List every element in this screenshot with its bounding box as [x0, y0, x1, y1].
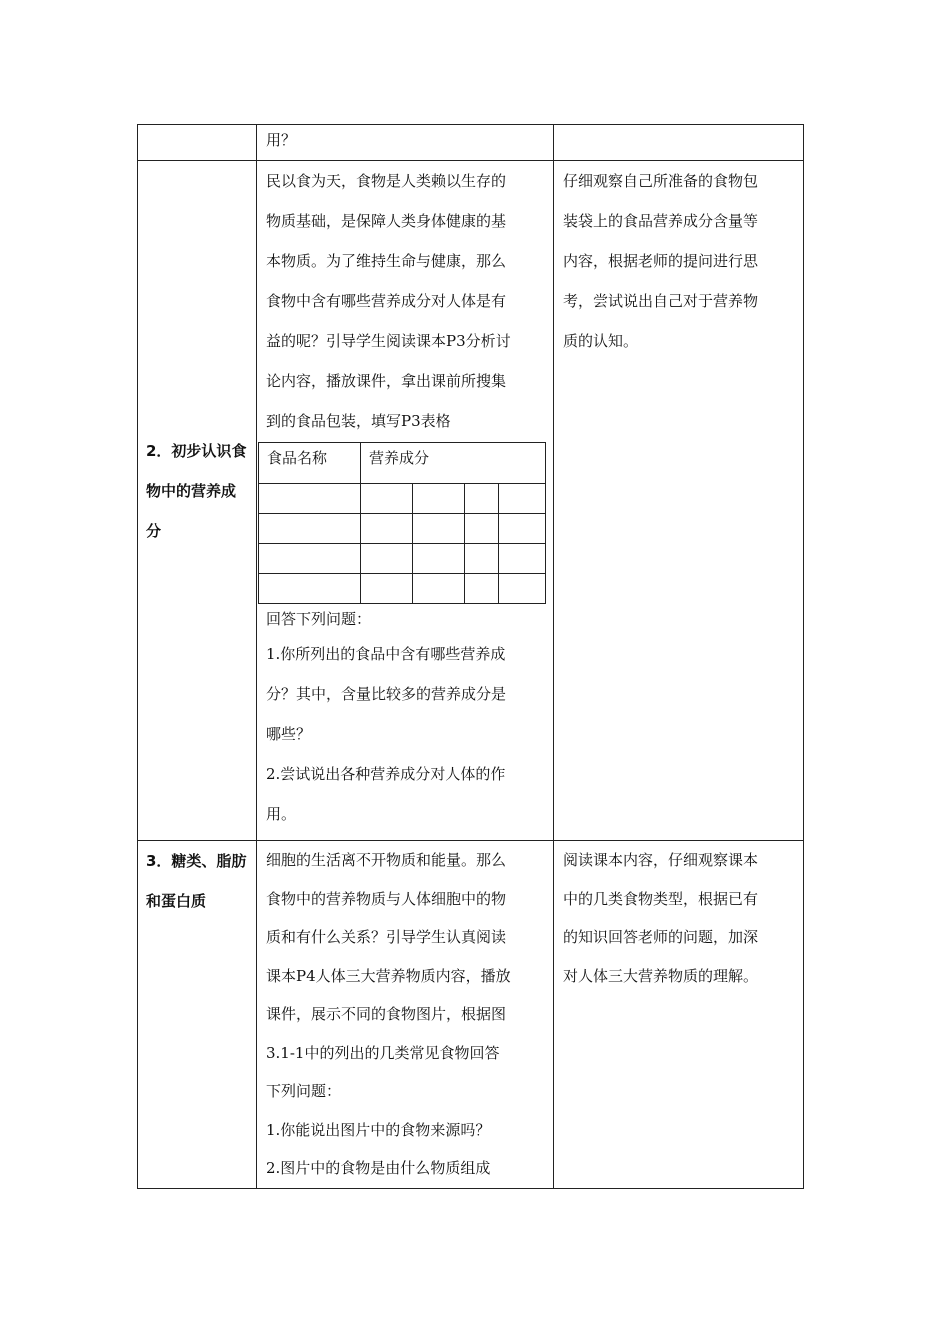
paragraph-line: 3.1-1中的列出的几类常见食物回答 [266, 1043, 500, 1062]
paragraph-line: 哪些？ [266, 725, 312, 743]
blank-cell[interactable] [361, 484, 413, 514]
paragraph-line: 食物中的营养物质与人体细胞中的物 [266, 889, 507, 908]
paragraph-line: 仔细观察自己所准备的食物包 [563, 172, 759, 190]
paragraph-line: 1.你能说出图片中的食物来源吗？ [266, 1120, 491, 1139]
nutrition-fill-table [258, 442, 546, 604]
blank-cell[interactable] [361, 544, 413, 574]
blank-cell[interactable] [465, 544, 499, 574]
table-row [138, 161, 804, 841]
table-row [259, 574, 546, 604]
paragraph-line: 的知识回答老师的问题，加深 [563, 928, 759, 946]
paragraph-line: 课本P4人体三大营养物质内容，播放 [266, 966, 511, 985]
header-food-name: 食品名称 [259, 443, 361, 484]
blank-cell[interactable] [499, 484, 546, 514]
blank-cell[interactable] [499, 514, 546, 544]
table-row [259, 443, 546, 484]
student-activity-cell [554, 841, 804, 1189]
stage-cell [138, 841, 257, 1189]
blank-cell[interactable] [465, 484, 499, 514]
blank-cell[interactable] [499, 574, 546, 604]
paragraph-line: 装袋上的食品营养成分含量等 [563, 212, 759, 230]
paragraph-line: 内容，根据老师的提问进行思 [563, 252, 759, 270]
paragraph-line: 益的呢？引导学生阅读课本P3分析讨 [266, 332, 511, 350]
table-row [138, 125, 804, 161]
blank-cell[interactable] [499, 544, 546, 574]
teacher-activity-cell [257, 841, 554, 1189]
paragraph-line: 考，尝试说出自己对于营养物 [563, 292, 759, 310]
teacher-activity-cell [257, 161, 554, 841]
paragraph-line: 课件，展示不同的食物图片，根据图 [266, 1005, 507, 1023]
paragraph-line: 中的几类食物类型，根据已有 [563, 889, 759, 908]
paragraph-line: 细胞的生活离不开物质和能量。那么 [266, 851, 507, 869]
paragraph-line: 论内容，播放课件，拿出课前所搜集 [266, 372, 507, 390]
student-activity-cell [554, 161, 804, 841]
teacher-activity-text: 用？ [266, 131, 297, 149]
stage-label: 2．初步认识食物中的营养成分 [146, 441, 247, 540]
paragraph-line: 物质基础，是保障人类身体健康的基 [266, 212, 507, 230]
blank-cell[interactable] [413, 574, 465, 604]
student-activity-text [554, 125, 803, 127]
blank-cell[interactable] [465, 514, 499, 544]
blank-cell[interactable] [413, 484, 465, 514]
header-nutrients: 营养成分 [361, 443, 546, 484]
paragraph-line: 到的食品包装，填写P3表格 [266, 412, 451, 430]
paragraph-line: 本物质。为了维持生命与健康，那么 [266, 252, 507, 270]
paragraph-line: 对人体三大营养物质的理解。 [563, 966, 759, 985]
paragraph-line: 阅读课本内容，仔细观察课本 [563, 851, 759, 869]
blank-cell[interactable] [361, 514, 413, 544]
paragraph-line: 2.图片中的食物是由什么物质组成 [266, 1159, 491, 1177]
table-row [259, 484, 546, 514]
teacher-activity-cell [257, 125, 554, 161]
paragraph-line: 质的认知。 [563, 332, 639, 350]
table-row [259, 514, 546, 544]
paragraph-line: 下列问题： [266, 1082, 342, 1100]
table-row [138, 841, 804, 1189]
blank-cell[interactable] [259, 544, 361, 574]
stage-cell [138, 161, 257, 841]
blank-cell[interactable] [465, 574, 499, 604]
blank-cell[interactable] [259, 514, 361, 544]
blank-cell[interactable] [259, 484, 361, 514]
lesson-plan-table [137, 124, 804, 1189]
paragraph-line: 质和有什么关系？引导学生认真阅读 [266, 928, 507, 946]
paragraph-line: 民以食为天，食物是人类赖以生存的 [266, 172, 507, 190]
blank-cell[interactable] [413, 544, 465, 574]
table-row [259, 544, 546, 574]
stage-cell [138, 125, 257, 161]
paragraph-line: 用。 [266, 805, 297, 823]
paragraph-line: 回答下列问题： [266, 610, 372, 628]
blank-cell[interactable] [361, 574, 413, 604]
paragraph-line: 1.你所列出的食品中含有哪些营养成 [266, 645, 506, 663]
paragraph-line: 分？其中，含量比较多的营养成分是 [266, 685, 507, 703]
blank-cell[interactable] [413, 514, 465, 544]
blank-cell[interactable] [259, 574, 361, 604]
stage-label: 3．糖类、脂肪和蛋白质 [146, 852, 247, 910]
paragraph-line: 2.尝试说出各种营养成分对人体的作 [266, 765, 506, 783]
paragraph-line: 食物中含有哪些营养成分对人体是有 [266, 292, 507, 310]
student-activity-cell [554, 125, 804, 161]
